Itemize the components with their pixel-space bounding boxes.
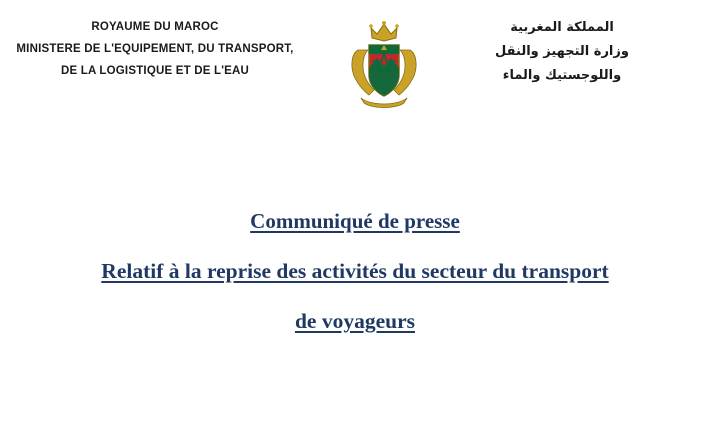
header-french-line-1: ROYAUME DU MAROC [91,21,219,33]
title-line-1 [0,196,710,246]
header-arabic-block [422,16,702,88]
header-arabic-line-1: المملكة المغربية [510,20,614,35]
header-french-line-3: DE LA LOGISTIQUE ET DE L'EAU [60,65,250,77]
header-french-line-2: MINISTERE DE L'EQUIPEMENT, DU TRANSPORT, [16,43,294,55]
title-line-3-text: de voyageurs [294,309,416,333]
morocco-coat-of-arms-icon [341,20,427,110]
document-header [0,8,710,113]
document-title [0,196,710,346]
title-line-2 [0,246,710,296]
title-line-1-text: Communiqué de presse [250,209,460,233]
title-line-3 [0,296,710,346]
header-french-block [0,16,310,82]
header-arabic-line-2: وزارة التجهيز والنقل [495,44,629,59]
header-arabic-line-3: واللوجستيك والماء [502,68,622,83]
title-line-2-text: Relatif à la reprise des activités du secteur du transport [101,259,609,283]
